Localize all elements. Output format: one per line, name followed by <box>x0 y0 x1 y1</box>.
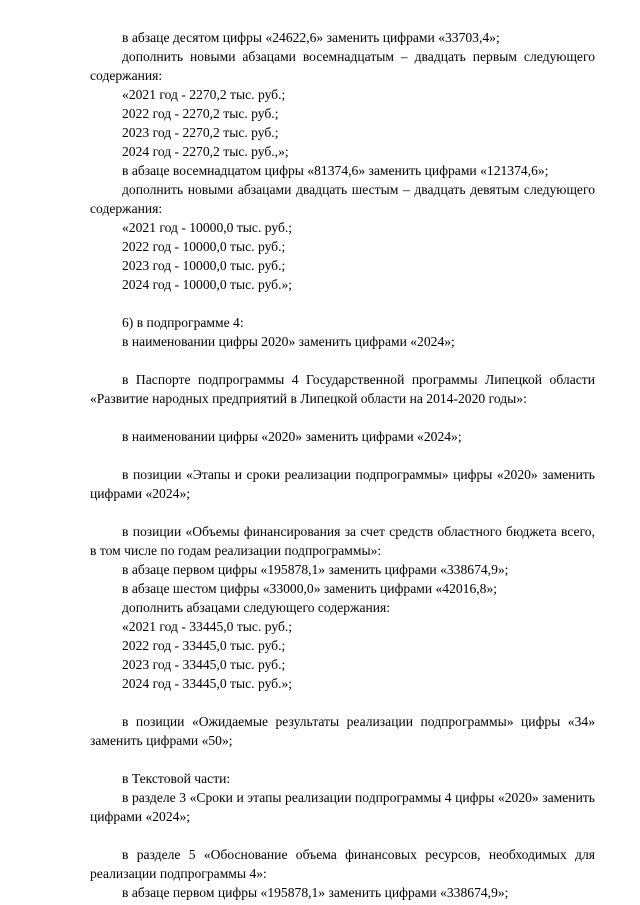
paragraph-8: в позиции «Этапы и сроки реализации подпрограммы» цифры «2020» заменить цифрами «2024»; <box>90 467 595 501</box>
paragraph-7: в наименовании цифры «2020» заменить цифрами «2024»; <box>122 429 462 444</box>
paragraph-1: в абзаце десятом цифры «24622,6» заменить цифрами «33703,4»; <box>122 30 500 45</box>
paragraph-12: дополнить абзацами следующего содержания: <box>122 600 391 615</box>
list-line: 2024 год - 33445,0 тыс. руб.»; <box>122 676 293 691</box>
paragraph-4: дополнить новыми абзацами двадцать шестым – двадцать девятым следующего содержания: <box>90 182 595 216</box>
paragraph-3: в абзаце восемнадцатом цифры «81374,6» заменить цифрами «121374,6»; <box>122 163 549 178</box>
paragraph-16: в разделе 5 «Обоснование объема финансовых ресурсов, необходимых для реализации подпрограммы 4»: <box>90 847 595 881</box>
list-line: 2023 год - 2270,2 тыс. руб.; <box>122 125 279 140</box>
paragraph-6: в Паспорте подпрограммы 4 Государственной программы Липецкой области «Развитие народных предприятий в Липецкой области на 2014-2020 годы»: <box>90 372 595 406</box>
paragraph-15: в разделе 3 «Сроки и этапы реализации подпрограммы 4 цифры «2020» заменить цифрами «2024»; <box>90 790 595 824</box>
paragraph-13: в позиции «Ожидаемые результаты реализации подпрограммы» цифры «34» заменить цифрами «50»; <box>90 714 595 748</box>
list-line: «2021 год - 33445,0 тыс. руб.; <box>122 619 293 634</box>
paragraph-17: в абзаце первом цифры «195878,1» заменить цифрами «338674,9»; <box>122 885 509 900</box>
list-line: «2021 год - 10000,0 тыс. руб.; <box>122 220 293 235</box>
list-line: 2022 год - 2270,2 тыс. руб.; <box>122 106 279 121</box>
paragraph-2: дополнить новыми абзацами восемнадцатым – двадцать первым следующего содержания: <box>90 49 595 83</box>
section-heading: 6) в подпрограмме 4: <box>122 315 244 330</box>
list-line: 2022 год - 33445,0 тыс. руб.; <box>122 638 286 653</box>
list-line: 2024 год - 10000,0 тыс. руб.»; <box>122 277 293 292</box>
paragraph-9: в позиции «Объемы финансирования за счет средств областного бюджета всего, в том числе по годам реализации подпрограммы»: <box>90 524 595 558</box>
paragraph-11: в абзаце шестом цифры «33000,0» заменить цифрами «42016,8»; <box>122 581 498 596</box>
list-line: 2024 год - 2270,2 тыс. руб.,»; <box>122 144 289 159</box>
paragraph-5: в наименовании цифры 2020» заменить цифрами «2024»; <box>122 334 455 349</box>
list-line: «2021 год - 2270,2 тыс. руб.; <box>122 87 286 102</box>
list-line: 2023 год - 33445,0 тыс. руб.; <box>122 657 286 672</box>
list-line: 2022 год - 10000,0 тыс. руб.; <box>122 239 286 254</box>
paragraph-14: в Текстовой части: <box>122 771 231 786</box>
list-line: 2023 год - 10000,0 тыс. руб.; <box>122 258 286 273</box>
paragraph-10: в абзаце первом цифры «195878,1» заменить цифрами «338674,9»; <box>122 562 509 577</box>
